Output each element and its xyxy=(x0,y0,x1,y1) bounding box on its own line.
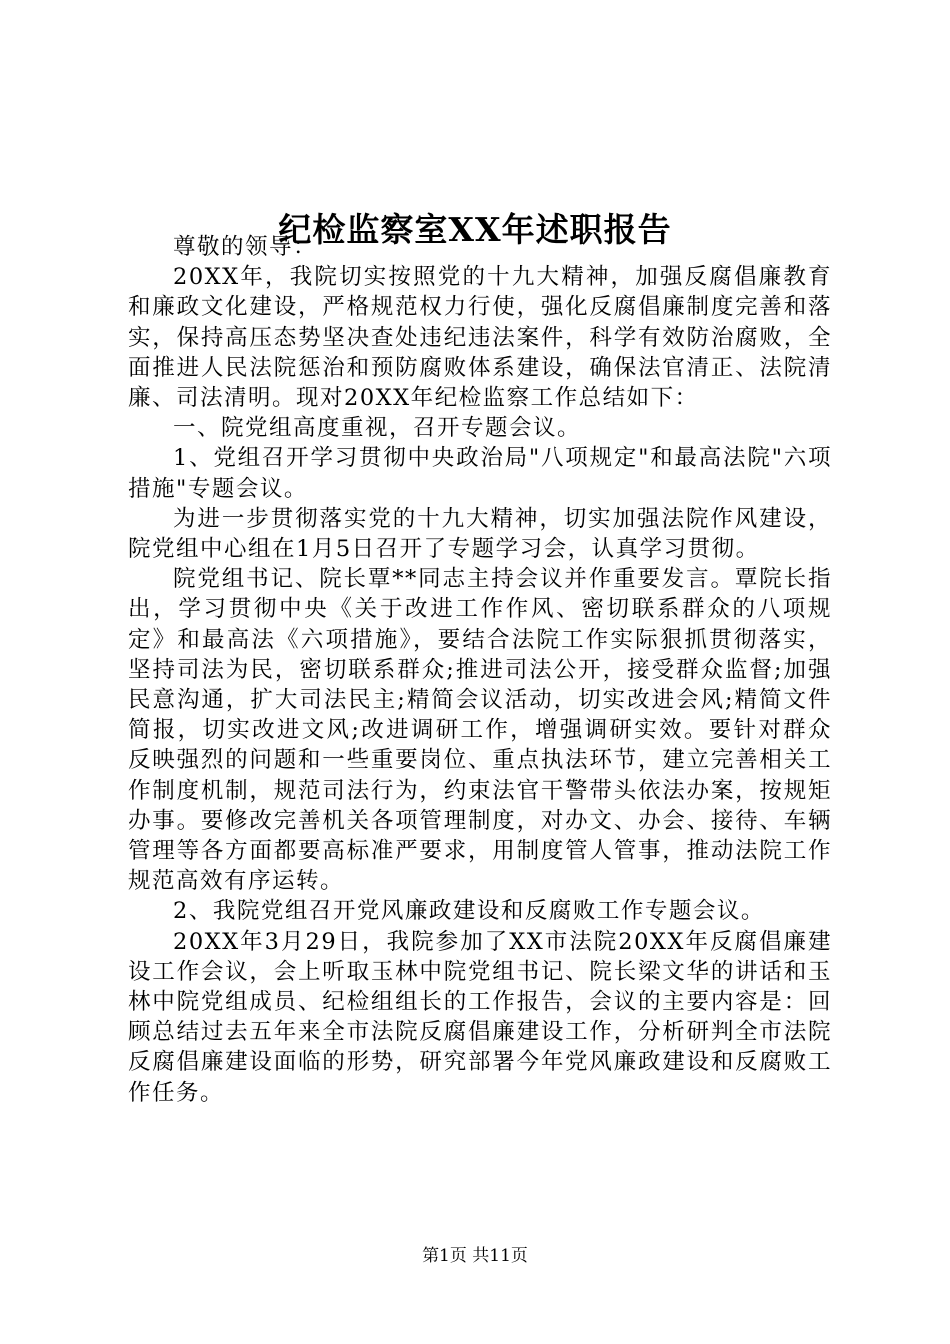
body-paragraph: 20XX年3月29日，我院参加了XX市法院20XX年反腐倡廉建设工作会议，会上听取玉林中院党组书记、院长梁文华的讲话和玉林中院党组成员、纪检组组长的工作报告，会议的主要内容是：回顾总结过去五年来全市法院反腐倡廉建设工作，分析研判全市法院反腐倡廉建设面临的形势，研究部署今年党风廉政建设和反腐败工作任务。 xyxy=(128,928,832,1106)
body-paragraph: 为进一步贯彻落实党的十九大精神，切实加强法院作风建设，院党组中心组在1月5日召开了专题学习会，认真学习贯彻。 xyxy=(128,505,832,563)
page-footer: 第1页 共11页 xyxy=(422,1246,528,1266)
document-body xyxy=(128,232,832,1108)
body-paragraph: 20XX年，我院切实按照党的十九大精神，加强反腐倡廉教育和廉政文化建设，严格规范权力行使，强化反腐倡廉制度完善和落实，保持高压态势坚决查处违纪违法案件，科学有效防治腐败，全面推进人民法院惩治和预防腐败体系建设，确保法官清正、法院清廉、司法清明。现对20XX年纪检监察工作总结如下： xyxy=(128,264,832,412)
body-paragraph: 院党组书记、院长覃**同志主持会议并作重要发言。覃院长指出，学习贯彻中央《关于改进工作作风、密切联系群众的八项规定》和最高法《六项措施》，要结合法院工作实际狠抓贯彻落实，坚持司法为民，密切联系群众;推进司法公开，接受群众监督;加强民意沟通，扩大司法民主;精简会议活动，切实改进会风;精简文件简报，切实改进文风;改进调研工作，增强调研实效。要针对群众反映强烈的问题和一些重要岗位、重点执法环节，建立完善相关工作制度机制，规范司法行为，约束法官干警带头依法办案，按规矩办事。要修改完善机关各项管理制度，对办文、办会、接待、车辆管理等各方面都要高标准严要求，用制度管人管事，推动法院工作规范高效有序运转。 xyxy=(128,566,832,895)
subsection-heading: 2、我院党组召开党风廉政建设和反腐败工作专题会议。 xyxy=(173,898,765,925)
section-heading: 一、院党组高度重视，召开专题会议。 xyxy=(173,415,582,442)
salutation: 尊敬的领导： xyxy=(173,234,318,260)
subsection-heading: 1、党组召开学习贯彻中央政治局"八项规定"和最高法院"六项措施"专题会议。 xyxy=(128,445,832,502)
document-title: 纪检监察室XX年述职报告 xyxy=(278,210,672,250)
